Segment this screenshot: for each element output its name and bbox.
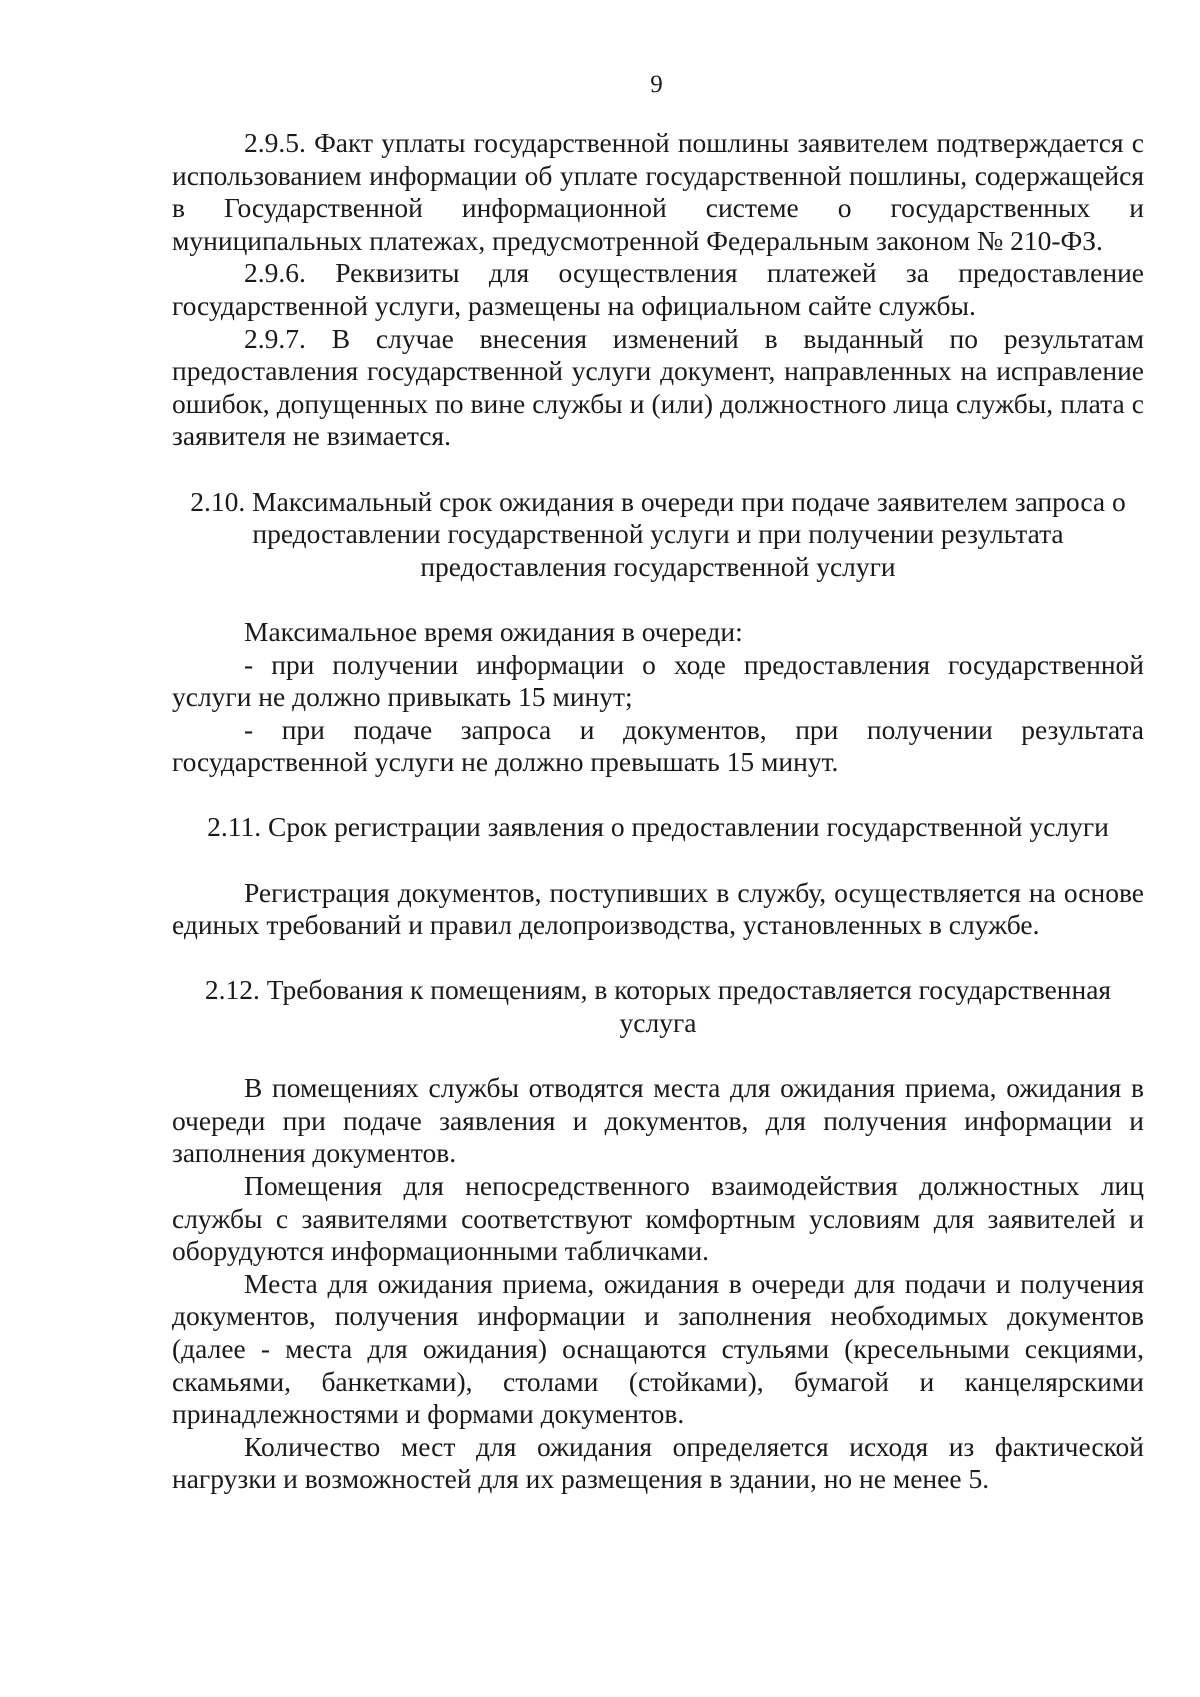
paragraph-2-9-5: 2.9.5. Факт уплаты государственной пошлины заявителем подтверждается с использованием информации об уплате государственной пошлины, содержащейся в Государственной информационной системе о государственных и муниципальных платежах, предусмотренной Федеральным законом № 210-ФЗ. [172,127,1144,256]
section-heading-2-11: 2.11. Срок регистрации заявления о предоставлении государственной услуги [207,811,1109,843]
section-heading-2-10: 2.10. Максимальный срок ожидания в очереди при подаче заявителем запроса о предоставлении государственной услуги и при получении результата предоставления государственной услуги [190,485,1126,582]
paragraph-interaction-rooms: Помещения для непосредственного взаимодействия должностных лиц службы с заявителями соответствуют комфортным условиям для заявителей и оборудуются информационными табличками. [172,1170,1144,1267]
spacer [172,453,1144,486]
paragraph-waiting-areas: В помещениях службы отводятся места для ожидания приема, ожидания в очереди при подаче заявления и документов, для получения информации и заполнения документов. [172,1072,1144,1169]
section-heading-2-12: 2.12. Требования к помещениям, в которых предоставляется государственная услуга [204,974,1112,1039]
page-number: 9 [650,71,663,98]
spacer [172,583,1144,616]
spacer [172,1040,1144,1073]
paragraph-2-9-7: 2.9.7. В случае внесения изменений в выданный по результатам предоставления государственной услуги документ, направленных на исправление ошибок, допущенных по вине службы и (или) должностного лица службы, плата с заявителя не взимается. [172,322,1144,452]
paragraph-waiting-equipment: Места для ожидания приема, ожидания в очереди для подачи и получения документов, получения информации и заполнения необходимых документов (далее - места для ожидания) оснащаются стульями (кресельными секциями, скамьями, банкетками), столами (стойками), бумагой и канцелярскими принадлежностями и формами документов. [172,1267,1144,1430]
paragraph-registration: Регистрация документов, поступивших в службу, осуществляется на основе единых требований и правил делопроизводства, установленных в службе. [172,876,1144,941]
document-body [172,127,1144,1496]
paragraph-2-9-6: 2.9.6. Реквизиты для осуществления платежей за предоставление государственной услуги, размещены на официальном сайте службы. [172,257,1144,321]
spacer [172,779,1144,812]
spacer [172,942,1144,975]
list-item-info-wait: - при получении информации о ходе предоставления государственной услуги не должно привыкать 15 минут; [172,648,1144,713]
spacer [172,844,1144,877]
paragraph-seat-count: Количество мест для ожидания определяется исходя из фактической нагрузки и возможностей для их размещения в здании, но не менее 5. [172,1430,1144,1495]
paragraph-max-wait-time: Максимальное время ожидания в очереди: [244,615,743,647]
list-item-request-wait: - при подаче запроса и документов, при получении результата государственной услуги не должно превышать 15 минут. [172,713,1144,778]
